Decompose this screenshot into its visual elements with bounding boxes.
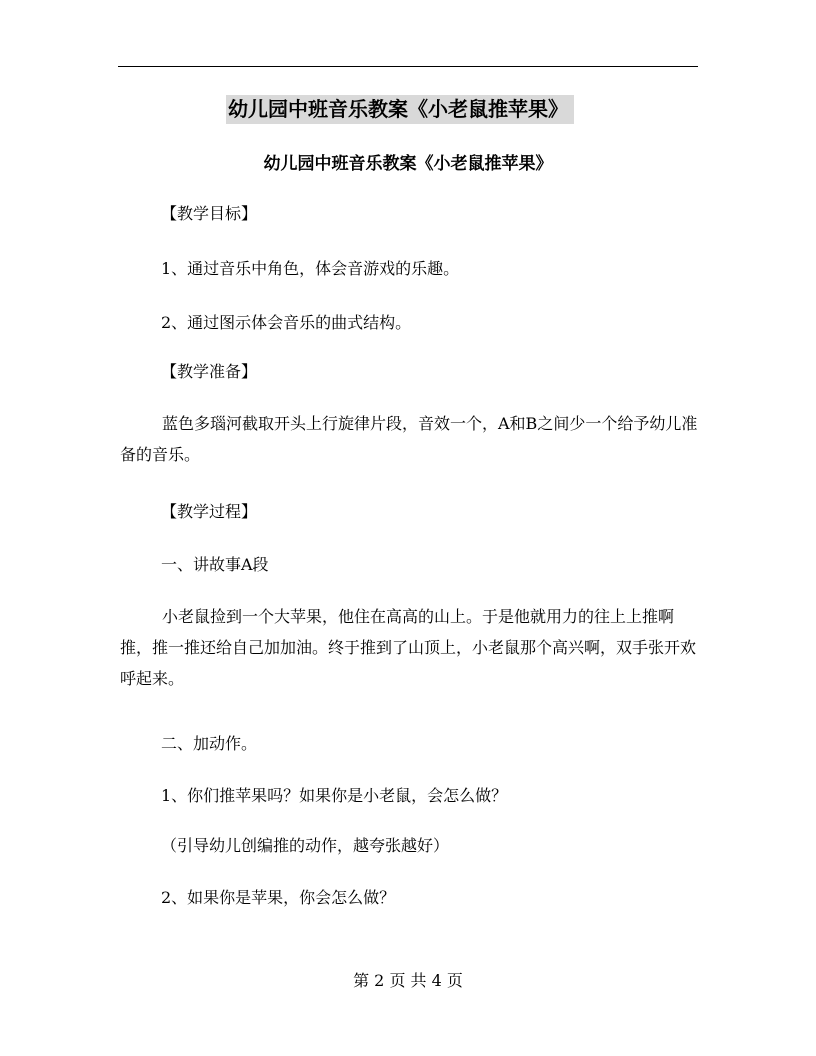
section-heading-preparation: 【教学准备】: [161, 362, 258, 381]
goal-item-2: 2、通过图示体会音乐的曲式结构。: [161, 313, 412, 332]
story-paragraph: 小老鼠捡到一个大苹果，他住在高高的山上。于是他就用力的往上上推啊推，推一推还给自己加加油。终于推到了山顶上，小老鼠那个高兴啊，双手张开欢呼起来。: [120, 607, 697, 688]
page-number-footer: 第 2 页 共 4 页: [353, 971, 463, 990]
document-header-title: 幼儿园中班音乐教案《小老鼠推苹果》: [226, 95, 574, 124]
question-1-note: （引导幼儿创编推的动作，越夸张越好）: [161, 836, 450, 855]
section-heading-process: 【教学过程】: [161, 502, 258, 521]
process-step-2: 二、加动作。: [161, 734, 258, 753]
question-item-2: 2、如果你是苹果，你会怎么做？: [161, 888, 396, 907]
section-heading-goals: 【教学目标】: [161, 204, 258, 223]
process-step-1: 一、讲故事A段: [161, 555, 269, 574]
preparation-paragraph: 蓝色多瑙河截取开头上行旋律片段，音效一个，A和B之间少一个给予幼儿准备的音乐。: [120, 414, 698, 464]
header-rule: [118, 66, 698, 67]
question-item-1: 1、你们推苹果吗？如果你是小老鼠，会怎么做？: [161, 786, 508, 805]
document-subtitle: 幼儿园中班音乐教案《小老鼠推苹果》: [263, 154, 553, 174]
goal-item-1: 1、通过音乐中角色，体会音游戏的乐趣。: [161, 259, 460, 278]
